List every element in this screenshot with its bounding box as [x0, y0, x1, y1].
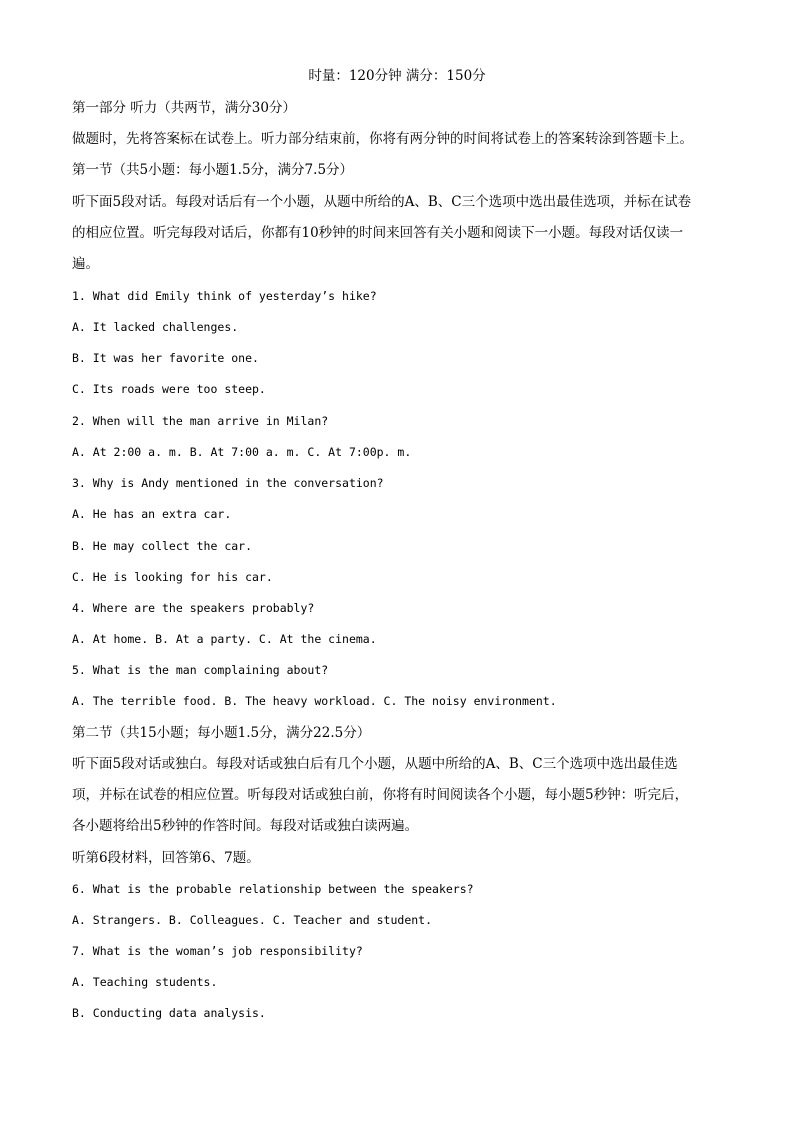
text-line: 7. What is the woman’s job responsibility? [72, 944, 363, 958]
text-line: A. Teaching students. [72, 975, 218, 989]
text-line: 第一节（共5小题：每小题1.5分，满分7.5分） [72, 162, 354, 178]
text-line: 5. What is the man complaining about? [72, 663, 329, 677]
text-line: 听下面5段对话。每段对话后有一个小题，从题中所给的A、B、C三个选项中选出最佳选项，并标在试卷 [72, 194, 692, 210]
text-line: A. It lacked challenges. [72, 320, 239, 334]
text-line: 2. When will the man arrive in Milan? [72, 414, 329, 428]
text-line: 听第6段材料，回答第6、7题。 [72, 850, 260, 866]
text-line: 项，并标在试卷的相应位置。听每段对话或独白前，你将有时间阅读各个小题，每小题5秒钟：听完后， [72, 787, 689, 803]
text-line: 听下面5段对话或独白。每段对话或独白后有几个小题，从题中所给的A、B、C三个选项中选出最佳选 [72, 756, 678, 772]
text-line: C. He is looking for his car. [72, 570, 273, 584]
text-line: 4. Where are the speakers probably? [72, 601, 315, 615]
text-line: A. At 2:00 a. m. B. At 7:00 a. m. C. At 7:00p. m. [72, 445, 412, 459]
text-line: A. He has an extra car. [72, 507, 232, 521]
text-line: 做题时，先将答案标在试卷上。听力部分结束前，你将有两分钟的时间将试卷上的答案转涂到答题卡上。 [72, 131, 693, 147]
text-line: 第一部分 听力（共两节，满分30分） [72, 100, 296, 116]
text-line: B. Conducting data analysis. [72, 1006, 266, 1020]
text-line: A. At home. B. At a party. C. At the cinema. [72, 632, 377, 646]
text-line: 的相应位置。听完每段对话后，你都有10秒钟的时间来回答有关小题和阅读下一小题。每段对话仅读一 [72, 225, 684, 241]
text-line: 1. What did Emily think of yesterday’s hike? [72, 289, 377, 303]
text-line: B. He may collect the car. [72, 539, 253, 553]
text-line: 各小题将给出5秒钟的作答时间。每段对话或独白读两遍。 [72, 818, 419, 834]
text-line: 第二节（共15小题；每小题1.5分，满分22.5分） [72, 725, 371, 741]
text-line: B. It was her favorite one. [72, 351, 259, 365]
text-line: A. The terrible food. B. The heavy workload. C. The noisy environment. [72, 694, 557, 708]
text-line: A. Strangers. B. Colleagues. C. Teacher and student. [72, 913, 433, 927]
text-line: 3. Why is Andy mentioned in the conversation? [72, 476, 384, 490]
text-line: 遍。 [72, 256, 99, 272]
text-line: 6. What is the probable relationship between the speakers? [72, 882, 474, 896]
text-line: C. Its roads were too steep. [72, 382, 266, 396]
exam-header: 时量：120分钟 满分：150分 [308, 68, 486, 84]
